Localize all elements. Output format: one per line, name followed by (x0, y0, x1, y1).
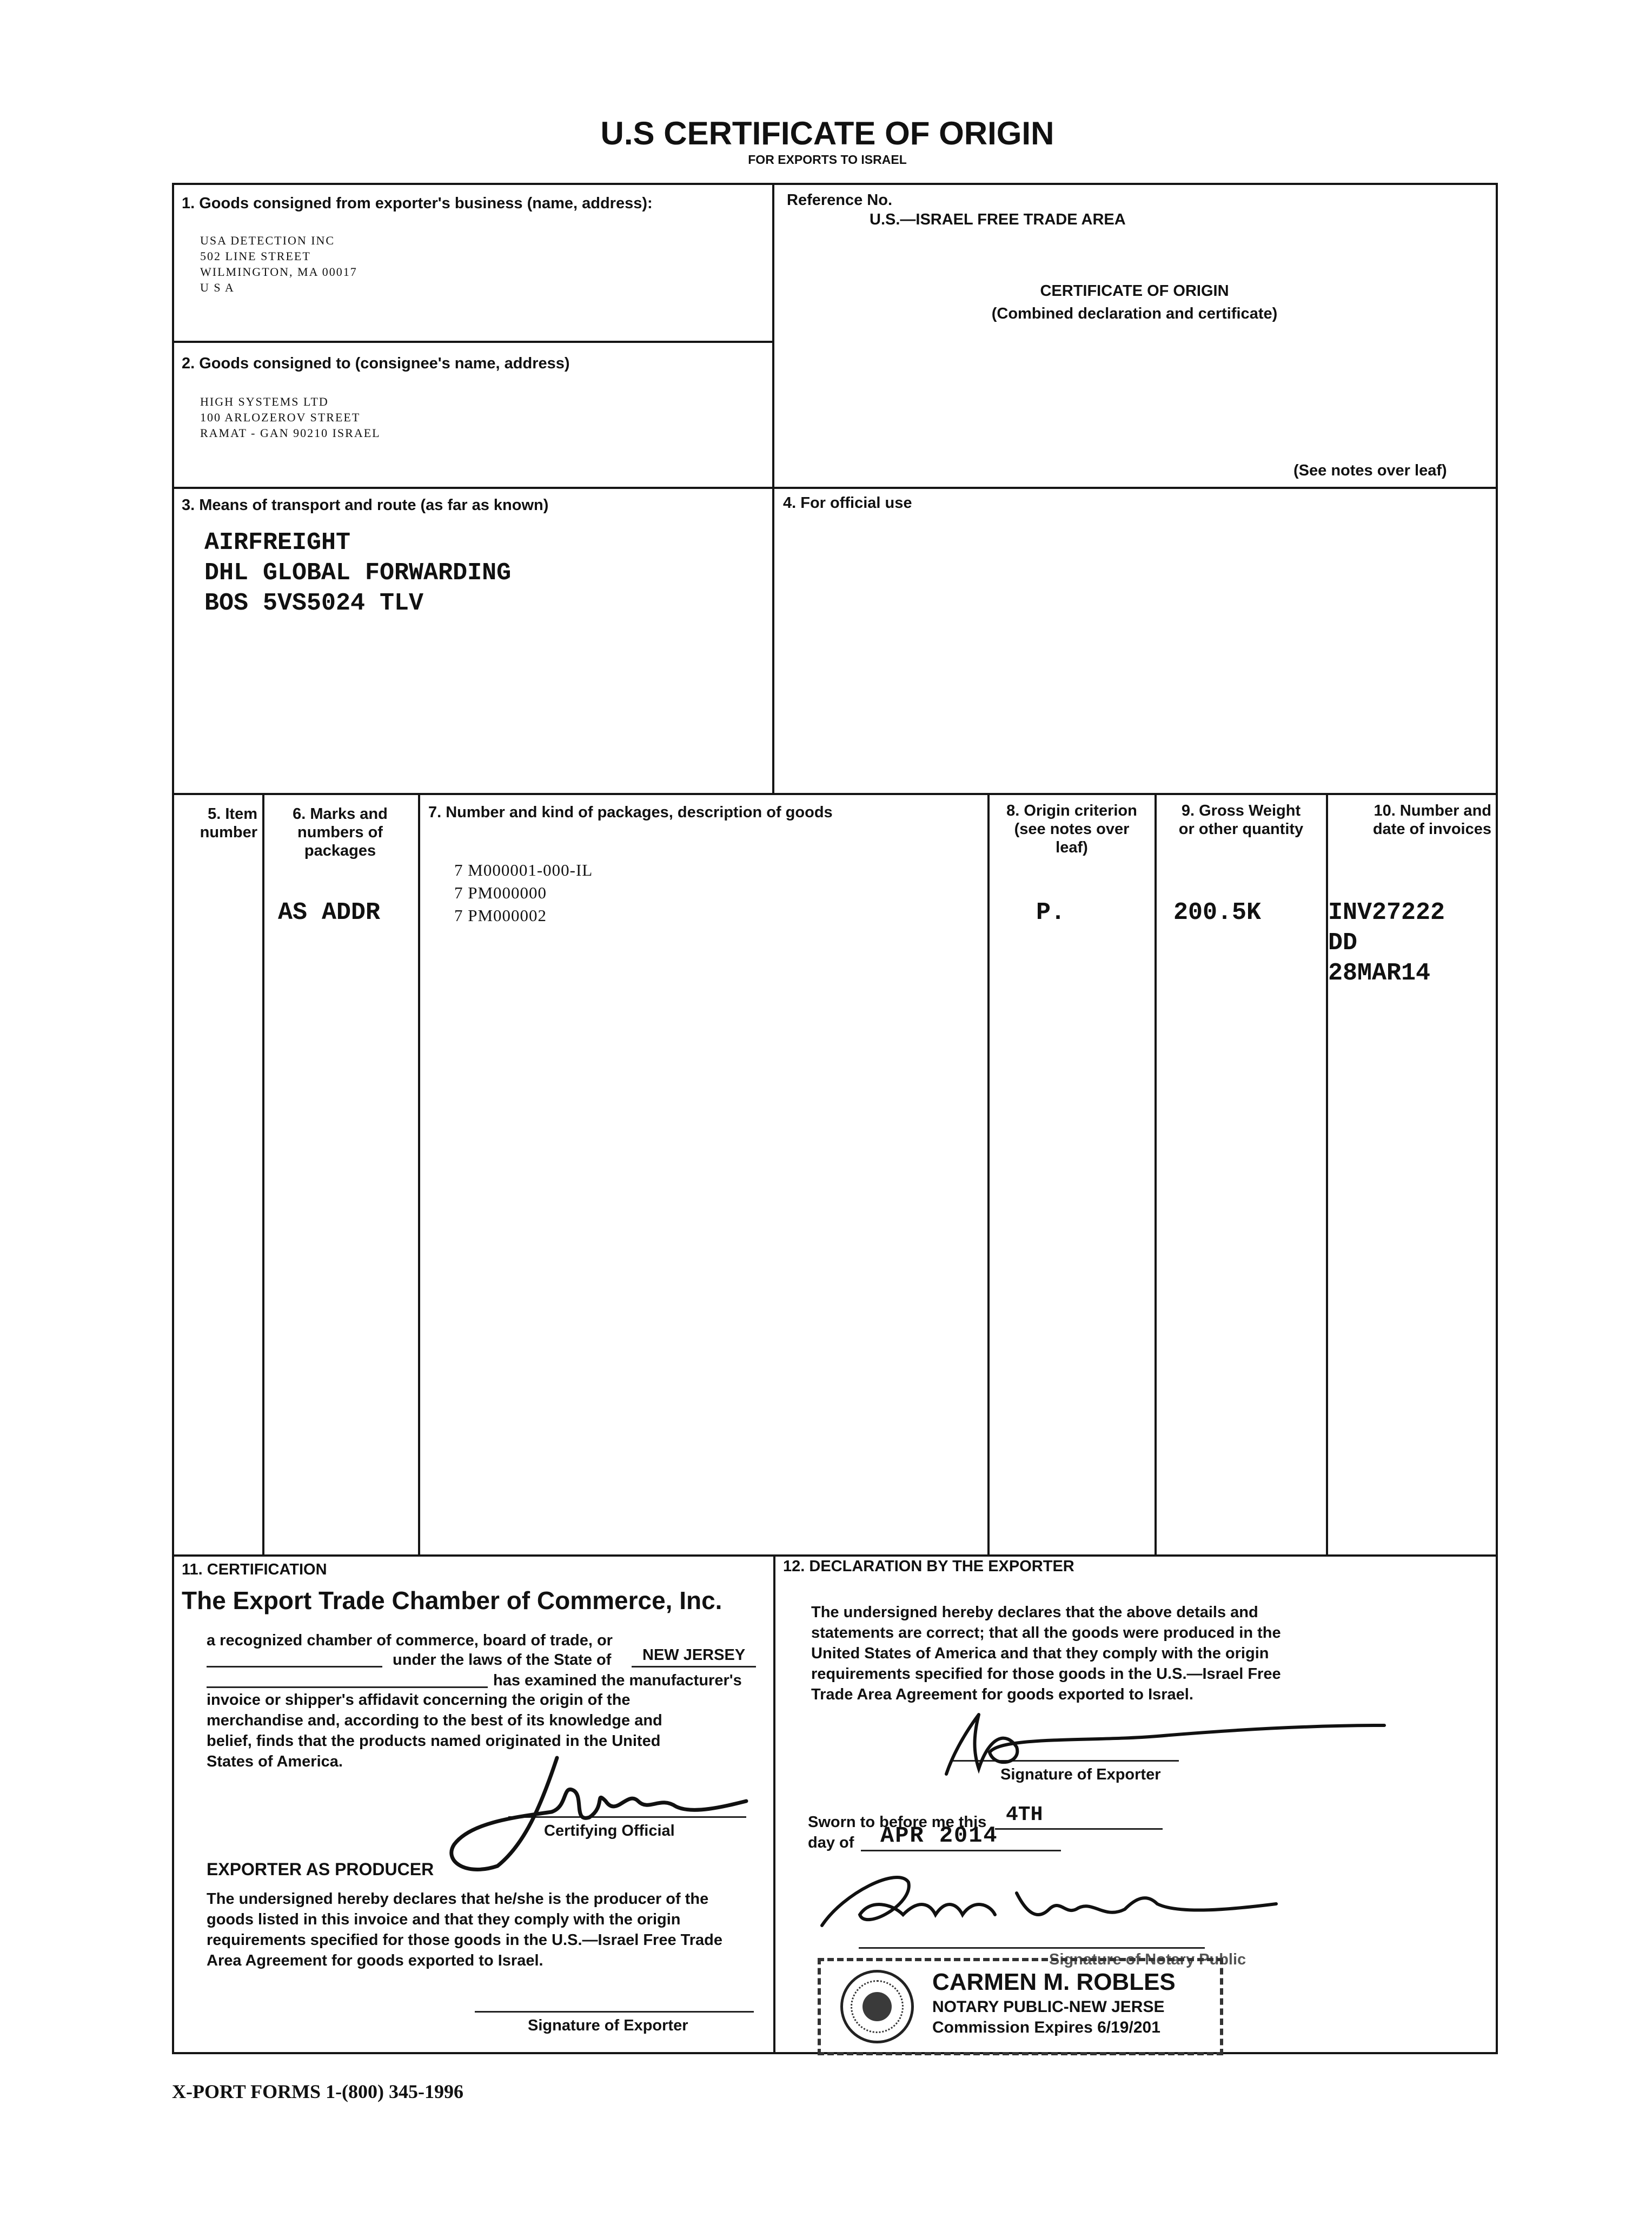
box1-label: 1. Goods consigned from exporter's business (name, address): (182, 195, 653, 212)
description-line-2: 7 PM000000 (454, 883, 547, 902)
invoice-dd-value: DD (1328, 929, 1358, 957)
consignee-line-2: 100 ARLOZEROV STREET (200, 411, 361, 424)
col-description-header: 7. Number and kind of packages, description of goods (428, 804, 833, 821)
reference-cert: CERTIFICATE OF ORIGIN (1040, 282, 1229, 300)
declaration-text: The undersigned hereby declares that the above details and statements are correct; that all the goods were produced in the United States of America and that they comply with the origin requirements specified for those goods in the U.S.—Israel Free Trade Area Agreement for goods exported to Israel. (811, 1604, 1281, 1703)
col-divider-6 (418, 793, 420, 1556)
notary-stamp (818, 1958, 1223, 2055)
invoice-date-value: 28MAR14 (1328, 960, 1431, 987)
certification-text-2: under the laws of the State of (393, 1651, 612, 1669)
chamber-blank-line-2 (207, 1686, 488, 1688)
producer-signature-label: Signature of Exporter (528, 2017, 688, 2034)
exporter-signature (930, 1704, 1395, 1779)
exporter-line-4: U S A (200, 281, 235, 294)
col-weight-header: 9. Gross Weight or other quantity (1178, 802, 1304, 838)
notary-name: CARMEN M. ROBLES (932, 1969, 1176, 1995)
box12-label: 12. DECLARATION BY THE EXPORTER (783, 1558, 1074, 1575)
exporter-line-1: USA DETECTION INC (200, 234, 335, 247)
divider-box1-box2 (172, 341, 773, 343)
consignee-line-1: HIGH SYSTEMS LTD (200, 395, 329, 408)
certifying-official-label: Certifying Official (544, 1822, 675, 1839)
origin-criterion-value: P. (1036, 899, 1066, 927)
transport-line-2: DHL GLOBAL FORWARDING (204, 559, 512, 587)
sworn-text: Sworn to before me this (808, 1814, 987, 1831)
notary-signature-line (859, 1947, 1205, 1949)
invoice-number-value: INV27222 (1328, 899, 1445, 927)
reference-notes: (See notes over leaf) (1293, 462, 1447, 479)
divider-columns-top (172, 793, 1498, 795)
exporter-line-2: 502 LINE STREET (200, 249, 311, 263)
frame-right (1496, 183, 1498, 2054)
exporter-producer-heading: EXPORTER AS PRODUCER (207, 1860, 434, 1879)
producer-signature-line (475, 2011, 754, 2013)
col-origin-header: 8. Origin criterion (see notes over leaf) (1006, 802, 1137, 856)
exporter-line-3: WILMINGTON, MA 00017 (200, 265, 357, 279)
reference-fta: U.S.—ISRAEL FREE TRADE AREA (870, 211, 1126, 228)
box4-label: 4. For official use (783, 494, 912, 512)
reference-combined: (Combined declaration and certificate) (991, 305, 1278, 322)
col-divider-7 (987, 793, 990, 1556)
sworn-day-line (995, 1828, 1163, 1830)
consignee-line-3: RAMAT - GAN 90210 ISRAEL (200, 426, 381, 440)
certifying-official-signature (433, 1742, 768, 1882)
mid-divider-bottom (773, 1554, 775, 2053)
box2-label: 2. Goods consigned to (consignee's name, address) (182, 355, 570, 372)
description-line-3: 7 PM000002 (454, 906, 547, 925)
col-divider-8 (1155, 793, 1157, 1556)
description-line-1: 7 M000001-000-IL (454, 861, 593, 879)
box11-label: 11. CERTIFICATION (182, 1561, 327, 1578)
exporter-signature-label: Signature of Exporter (1000, 1766, 1161, 1783)
notary-expiry: Commission Expires 6/19/201 (932, 2019, 1160, 2036)
certification-text-3: has examined the manufacturer's (493, 1672, 742, 1689)
state-underline (632, 1666, 756, 1667)
sworn-date-line (861, 1850, 1061, 1851)
chamber-name: The Export Trade Chamber of Commerce, Inc. (182, 1586, 722, 1614)
notary-signature-label: Signature of Notary Public (1049, 1951, 1246, 1968)
sworn-date-value: APR 2014 (880, 1823, 998, 1849)
notary-title: NOTARY PUBLIC-NEW JERSE (932, 1998, 1165, 2016)
page-subtitle: FOR EXPORTS TO ISRAEL (748, 153, 907, 167)
marks-value: AS ADDR (278, 899, 381, 927)
col-marks-header: 6. Marks and numbers of packages (293, 805, 388, 859)
transport-line-1: AIRFREIGHT (204, 529, 351, 557)
certification-text-1: a recognized chamber of commerce, board of trade, or (207, 1632, 613, 1649)
page-title: U.S CERTIFICATE OF ORIGIN (600, 115, 1054, 151)
chamber-blank-line-1 (207, 1666, 382, 1667)
box3-label: 3. Means of transport and route (as far as known) (182, 497, 549, 514)
footer-forms: X-PORT FORMS 1-(800) 345-1996 (172, 2081, 464, 2102)
notary-seal-icon (840, 1970, 914, 2043)
col-invoices-header: 10. Number and date of invoices (1372, 802, 1491, 838)
gross-weight-value: 200.5K (1173, 899, 1262, 927)
divider-row2 (172, 487, 1498, 489)
col-divider-5 (262, 793, 264, 1556)
frame-top (172, 183, 1498, 185)
certification-text-4: invoice or shipper's affidavit concerning the origin of the merchandise and, according to the best of its knowledge and belief, finds that the products named originated in the United States of America. (207, 1691, 662, 1770)
notary-signature (800, 1861, 1287, 1942)
day-of-label: day of (808, 1834, 854, 1851)
col-item-number-header: 5. Item number (200, 805, 257, 841)
state-value: NEW JERSEY (642, 1646, 746, 1664)
sworn-day-value: 4TH (1006, 1803, 1043, 1827)
transport-line-3: BOS 5VS5024 TLV (204, 590, 424, 617)
frame-left (172, 183, 174, 2054)
exporter-producer-text: The undersigned hereby declares that he/she is the producer of the goods listed in this invoice and that they comply with the origin requirements specified for those goods in the U.S.—Israel Free Trade Area Agreement for goods exported to Israel. (207, 1890, 723, 1969)
reference-label: Reference No. (787, 191, 893, 209)
